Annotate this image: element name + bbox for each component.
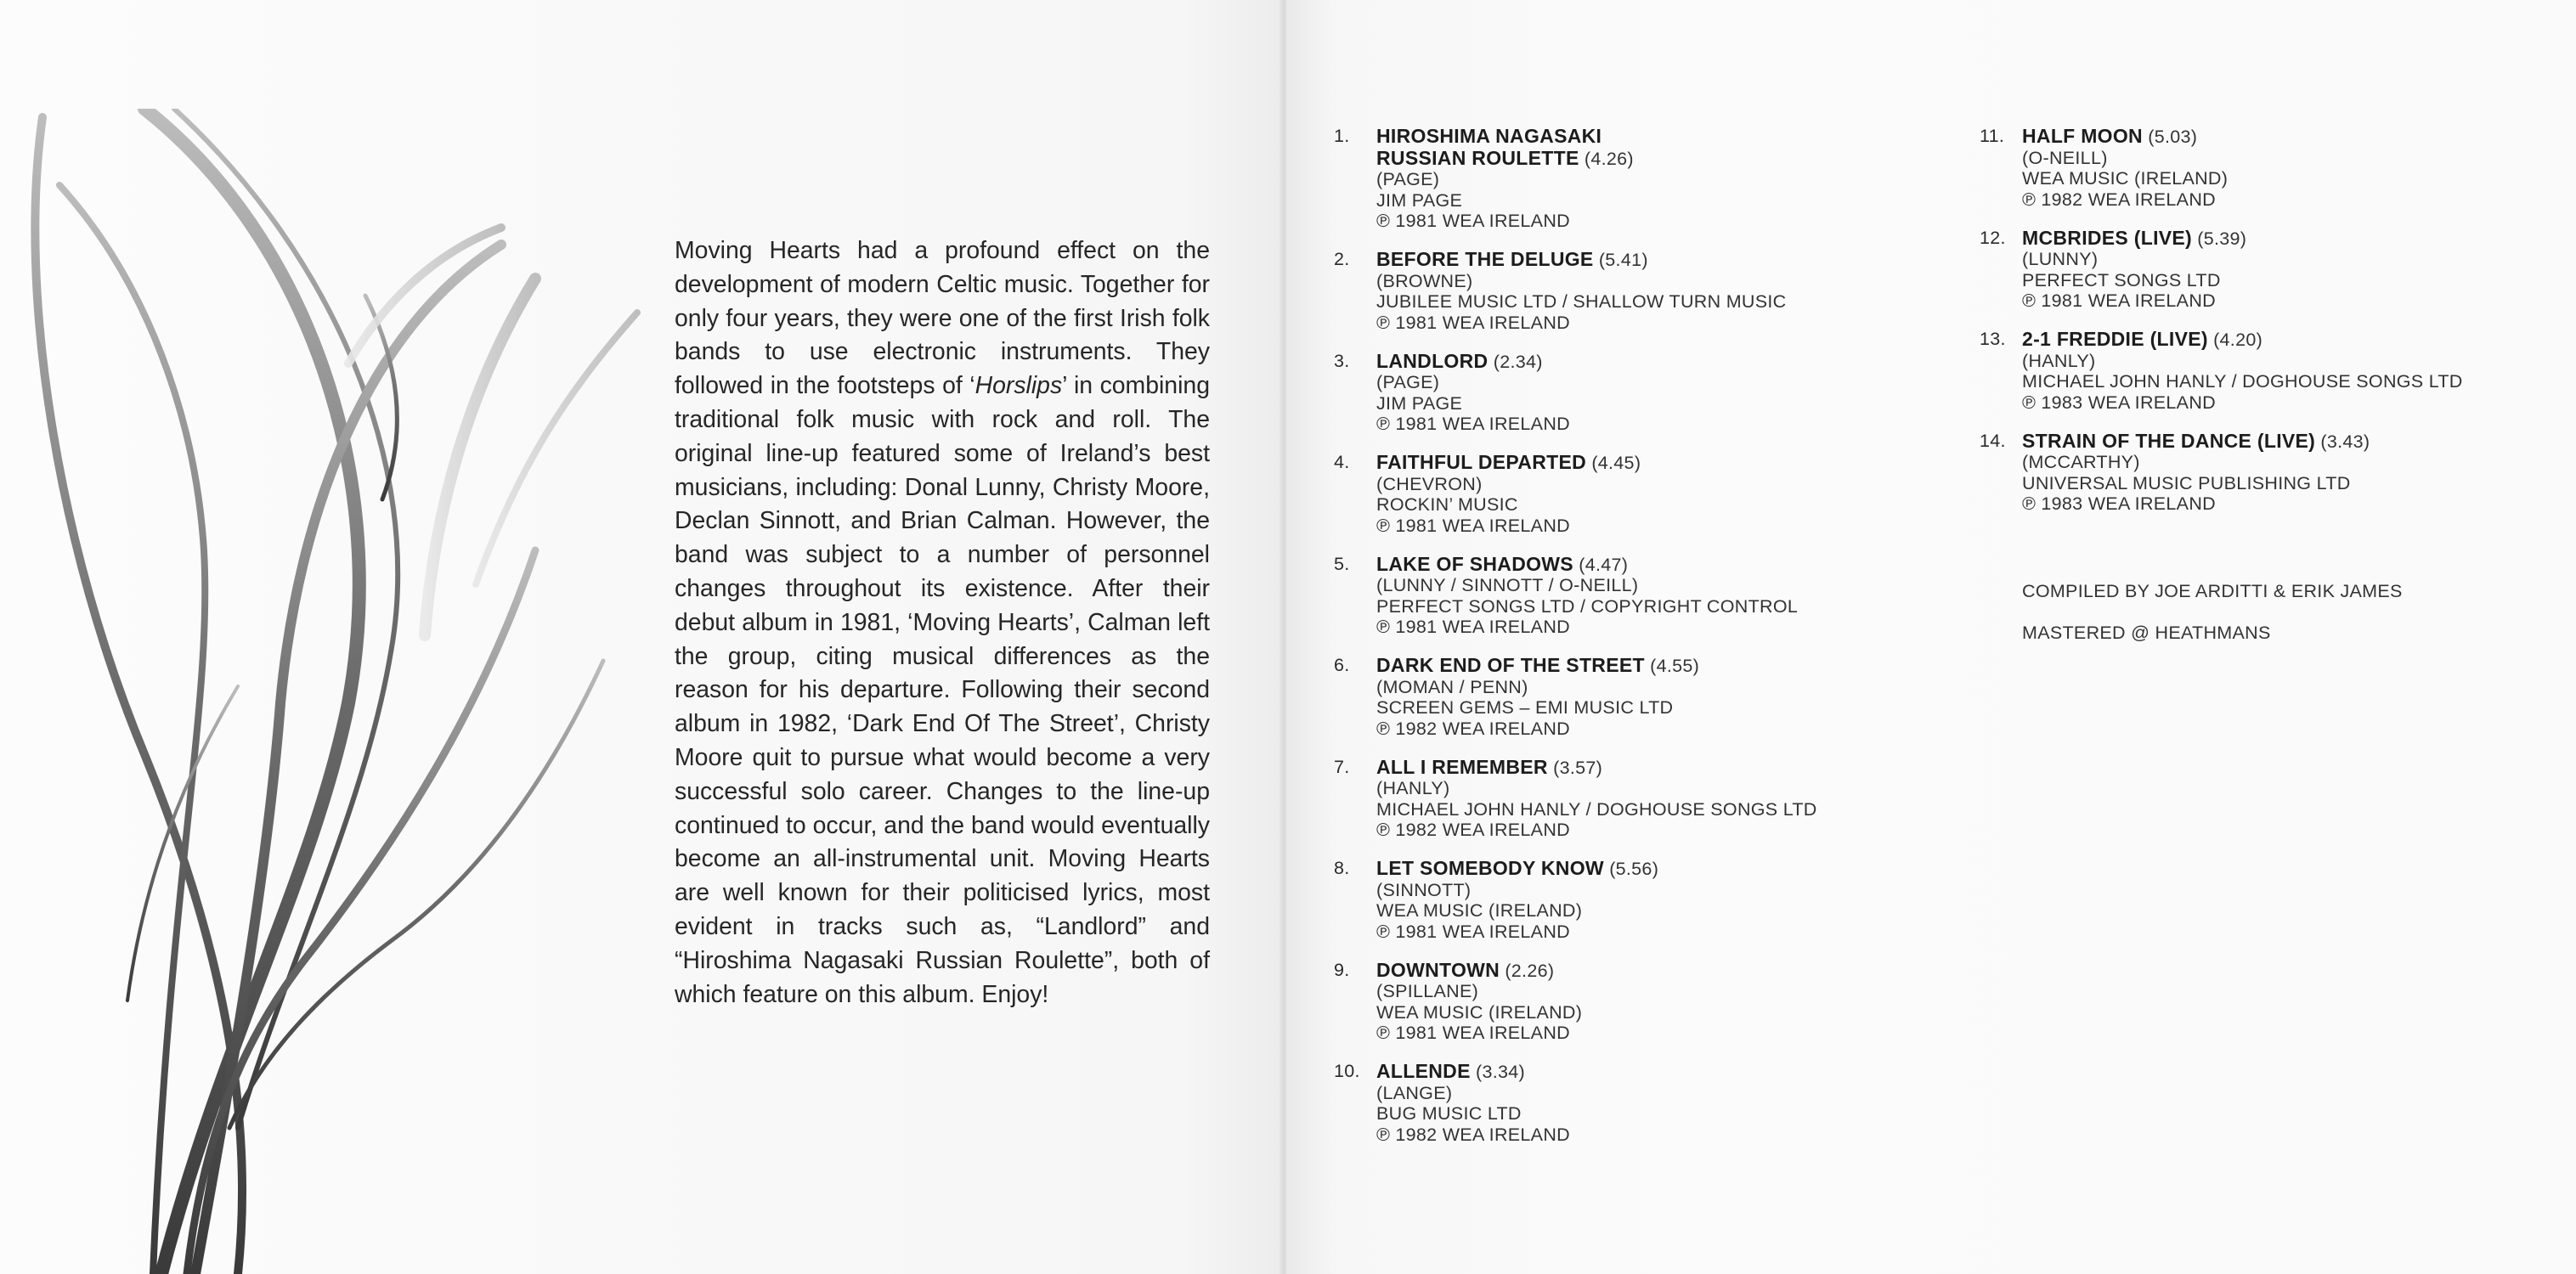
- track-number: 1.: [1334, 126, 1350, 146]
- track-title: 2-1 FREDDIE (LIVE): [2022, 328, 2208, 350]
- track-title: MCBRIDES (LIVE): [2022, 226, 2192, 249]
- track-entry: [1334, 655, 1929, 739]
- track-writers: (BROWNE): [1376, 270, 1473, 291]
- track-title: STRAIN OF THE DANCE (LIVE): [2022, 429, 2316, 452]
- track-entry: [1334, 351, 1929, 435]
- track-number: 4.: [1334, 452, 1350, 472]
- mastered-at: MASTERED @ HEATHMANS: [2022, 622, 2271, 643]
- band-biography: [675, 234, 1210, 1012]
- tracklist-column-2: [1980, 126, 2557, 532]
- track-entry: [1334, 126, 1929, 232]
- track-publisher: UNIVERSAL MUSIC PUBLISHING LTD: [2022, 472, 2351, 493]
- track-copyright: ℗ 1981 WEA IRELAND: [1376, 211, 1570, 231]
- track-title: FAITHFUL DEPARTED: [1376, 451, 1587, 473]
- left-page: [0, 0, 1283, 1274]
- bio-text-part1: Moving Hearts had a profound effect on the development of modern Celtic music. Together for only four years, they were one of the first Irish folk bands to use electronic instruments. They followed in the footsteps of ‘: [675, 237, 1210, 400]
- track-copyright: ℗ 1981 WEA IRELAND: [1376, 617, 1570, 637]
- track-writers: (LANGE): [1376, 1082, 1453, 1103]
- track-copyright: ℗ 1982 WEA IRELAND: [1376, 718, 1570, 739]
- track-writers: (HANLY): [2022, 350, 2096, 371]
- bio-text-part2: ’ in combining traditional folk music with rock and roll. The original line-up featured some of Ireland’s best musicians, including: Donal Lunny, Christy Moore, Declan Sinnott, and Brian Calman. However, the band was subject to a number of personnel changes throughout its existence. After their debut album in 1981, ‘Moving Hearts’, Calman left the group, citing musical differences as the reason for his departure. Following their second album in 1982, ‘Dark End Of The Street’, Christy Moore quit to pursue what would become a very successful solo career. Changes to the line-up continued to occur, and the band would eventually become an all-instrumental unit. Moving Hearts are well known for their politicised lyrics, most evident in tracks such as, “Landlord” and “Hiroshima Nagasaki Russian Roulette”, both of which feature on this album. Enjoy!: [675, 372, 1210, 1008]
- track-publisher: PERFECT SONGS LTD: [2022, 269, 2221, 290]
- track-title: LANDLORD: [1376, 349, 1489, 372]
- track-copyright: ℗ 1983 WEA IRELAND: [2022, 493, 2216, 514]
- track-entry: [1980, 228, 2557, 312]
- track-number: 5.: [1334, 553, 1350, 574]
- track-writers: (SINNOTT): [1376, 879, 1472, 900]
- track-title: ALL I REMEMBER: [1376, 755, 1548, 778]
- track-entry: [1334, 554, 1929, 638]
- track-title: LET SOMEBODY KNOW: [1376, 857, 1604, 879]
- track-duration: (5.41): [1598, 250, 1648, 270]
- track-number: 2.: [1334, 249, 1350, 269]
- track-writers: (O-NEILL): [2022, 147, 2108, 168]
- track-entry: [1334, 249, 1929, 333]
- track-number: 10.: [1334, 1061, 1360, 1081]
- track-title: DARK END OF THE STREET: [1376, 654, 1645, 676]
- track-publisher: MICHAEL JOHN HANLY / DOGHOUSE SONGS LTD: [2022, 371, 2463, 392]
- track-writers: (HANLY): [1376, 778, 1450, 798]
- track-publisher: ROCKIN’ MUSIC: [1376, 494, 1518, 515]
- track-copyright: ℗ 1983 WEA IRELAND: [2022, 392, 2216, 413]
- track-number: 14.: [1980, 430, 2006, 451]
- track-writers: (MOMAN / PENN): [1376, 676, 1528, 697]
- track-copyright: ℗ 1981 WEA IRELAND: [1376, 312, 1570, 333]
- track-duration: (2.34): [1493, 351, 1543, 372]
- track-number: 12.: [1980, 227, 2006, 248]
- track-entry: [1334, 452, 1929, 536]
- track-title: HIROSHIMA NAGASAKI: [1376, 125, 1602, 147]
- track-duration: (4.45): [1591, 453, 1641, 473]
- track-entry: [1980, 126, 2557, 210]
- track-writers: (SPILLANE): [1376, 981, 1479, 1001]
- track-duration: (5.56): [1609, 859, 1659, 879]
- track-number: 6.: [1334, 655, 1350, 675]
- track-entry: [1334, 960, 1929, 1044]
- track-copyright: ℗ 1981 WEA IRELAND: [1376, 515, 1570, 536]
- track-duration: (3.34): [1476, 1062, 1525, 1082]
- track-duration: (2.26): [1505, 960, 1555, 981]
- track-copyright: ℗ 1981 WEA IRELAND: [1376, 1023, 1570, 1043]
- track-duration: (5.39): [2197, 228, 2247, 249]
- tracklist-column-1: [1334, 126, 1929, 1163]
- track-copyright: ℗ 1981 WEA IRELAND: [1376, 921, 1570, 942]
- track-entry: [1334, 1061, 1929, 1145]
- track-duration: (5.03): [2148, 127, 2198, 147]
- track-duration: (4.47): [1579, 554, 1629, 575]
- track-writers: (PAGE): [1376, 372, 1440, 392]
- track-writers: (PAGE): [1376, 169, 1440, 189]
- track-number: 7.: [1334, 756, 1350, 777]
- track-publisher: JIM PAGE: [1376, 392, 1463, 414]
- track-entry: [1334, 757, 1929, 841]
- track-title: RUSSIAN ROULETTE: [1376, 146, 1579, 169]
- bio-horslips-italic: Horslips: [974, 372, 1063, 400]
- track-number: 13.: [1980, 329, 2006, 349]
- track-number: 3.: [1334, 350, 1350, 371]
- track-publisher: WEA MUSIC (IRELAND): [2022, 168, 2229, 189]
- track-copyright: ℗ 1981 WEA IRELAND: [1376, 414, 1570, 434]
- track-duration: (4.26): [1584, 148, 1634, 169]
- track-writers: (LUNNY): [2022, 249, 2099, 269]
- track-publisher: JIM PAGE: [1376, 189, 1463, 211]
- track-duration: (4.20): [2213, 330, 2263, 350]
- track-entry: [1980, 431, 2557, 515]
- track-publisher: PERFECT SONGS LTD / COPYRIGHT CONTROL: [1376, 595, 1799, 617]
- track-duration: (3.57): [1553, 757, 1603, 778]
- track-number: 9.: [1334, 959, 1350, 980]
- track-title: HALF MOON: [2022, 125, 2143, 147]
- track-number: 8.: [1334, 858, 1350, 878]
- track-publisher: WEA MUSIC (IRELAND): [1376, 1001, 1583, 1023]
- track-copyright: ℗ 1981 WEA IRELAND: [2022, 290, 2216, 311]
- track-duration: (4.55): [1650, 656, 1700, 676]
- track-entry: [1334, 858, 1929, 942]
- track-publisher: WEA MUSIC (IRELAND): [1376, 900, 1583, 921]
- compiled-by: COMPILED BY JOE ARDITTI & ERIK JAMES: [2022, 581, 2403, 601]
- production-credits: [2022, 581, 2403, 663]
- track-copyright: ℗ 1982 WEA IRELAND: [2022, 189, 2216, 210]
- track-duration: (3.43): [2320, 431, 2370, 452]
- track-title: LAKE OF SHADOWS: [1376, 552, 1573, 575]
- track-writers: (LUNNY / SINNOTT / O-NEILL): [1376, 575, 1639, 595]
- track-writers: (CHEVRON): [1376, 473, 1483, 494]
- track-number: 11.: [1980, 126, 2005, 146]
- track-publisher: JUBILEE MUSIC LTD / SHALLOW TURN MUSIC: [1376, 291, 1787, 312]
- track-publisher: SCREEN GEMS – EMI MUSIC LTD: [1376, 697, 1674, 718]
- track-copyright: ℗ 1982 WEA IRELAND: [1376, 820, 1570, 840]
- decorative-grass-artwork: [25, 109, 654, 1274]
- track-title: BEFORE THE DELUGE: [1376, 248, 1594, 270]
- track-copyright: ℗ 1982 WEA IRELAND: [1376, 1124, 1570, 1145]
- track-publisher: MICHAEL JOHN HANLY / DOGHOUSE SONGS LTD: [1376, 798, 1817, 820]
- track-publisher: BUG MUSIC LTD: [1376, 1103, 1522, 1124]
- track-entry: [1980, 329, 2557, 413]
- track-writers: (MCCARTHY): [2022, 452, 2140, 472]
- track-title: DOWNTOWN: [1376, 958, 1500, 981]
- track-title: ALLENDE: [1376, 1060, 1471, 1082]
